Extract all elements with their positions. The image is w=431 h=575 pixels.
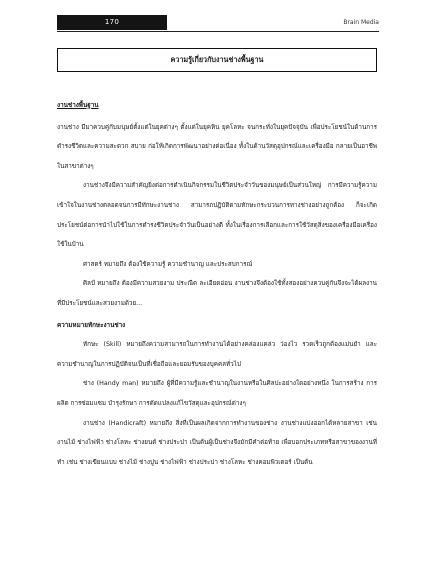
header-brand: Brain Media: [343, 19, 379, 26]
section-heading-meaning: ความหมายทักษะงานช่าง: [57, 321, 126, 329]
header-divider: [57, 31, 379, 32]
chapter-title: ความรู้เกี่ยวกับงานช่างพื้นฐาน: [57, 48, 377, 72]
paragraph-handicraft: งานช่าง (Handicraft) หมายถึง สิ่งที่เป็นผลเกิดจากการทำงานของช่าง งานช่างแบ่งออกได้หลายสาขา เช่น งานไม้ ช่างไฟฟ้า ช่างโลหะ ช่างยนต์ ช่างประปา เป็นต้นผู้เป็นช่างจึงมักมีคำต่อท้าย เพื่อบอกประเภทหรือสาขาของงานที่ทำ เช่น ช่างเขียนแบบ ช่างไม้ ช่างปูน ช่างไฟฟ้า ช่างประปา ช่างโลหะ ช่างคอมพิวเตอร์ เป็นต้น: [57, 419, 377, 466]
paragraph-science: ศาสตร์ หมายถึง ต้องใช้ความรู้ ความชำนาญ และประสบการณ์: [83, 260, 253, 268]
page-number: 170: [57, 15, 167, 30]
paragraph-handyman: ช่าง (Handy man) หมายถึง ผู้ที่มีความรู้และชำนาญในงานหรือในศิลปะอย่างใดอย่างหนึ่ง ในการสร้าง การผลิต การซ่อมแซม บำรุงรักษา การดัดแปลงแก้ไขวัสดุและอุปกรณ์ต่างๆ: [57, 380, 377, 407]
paragraph-art: ศิลป์ หมายถึง ต้องมีความสวยงาม ประณีต ละเอียดอ่อน งานช่างจึงต้องใช้ทั้งสองอย่างควบคู่กันจึงจะได้ผลงานที่มีประโยชน์และสวยงามด้วย...: [57, 280, 377, 307]
paragraph-importance: งานช่างจึงมีความสำคัญยิ่งต่อการดำเนินกิจกรรมในชีวิตประจำวันของมนุษย์เป็นส่วนใหญ่ การมีความรู้ความเข้าใจในงานช่างตลอดจนการมีทักษะงานช่าง สามารถปฏิบัติตามทักษะกระบวนการทางช่างอย่างถูกต้อง ก็จะเกิดประโยชน์ต่อการนำไปใช้ในการดำรงชีวิตประจำวันเป็นอย่างดี ทั้งในเรื่องการเลือกและการใช้วัสดุสิ่งของเครื่องมือเครื่องใช้ในบ้าน: [57, 182, 377, 249]
section-heading-basic: งานช่างพื้นฐาน: [57, 102, 99, 109]
paragraph-intro: งานช่าง มีมาควบคู่กับมนุษย์ตั้งแต่ในยุคต่างๆ ตั้งแต่ในยุคหิน ยุคโลหะ จนกระทั่งในยุคปัจจุบัน เพื่อประโยชน์ในด้านการดำรงชีวิตและความสะดวก สบาย ก่อให้เกิดการพัฒนาอย่างต่อเนื่อง ทั้งในด้านวัสดุอุปกรณ์และเครื่องมือ กลายเป็นอาชีพในสาขาต่างๆ: [57, 123, 377, 170]
paragraph-skill: ทักษะ (Skill) หมายถึงความสามารถในการทำงานได้อย่างคล่องแคล่ว ว่องไว รวดเร็วถูกต้องแม่นยำ และความชำนาญในการปฏิบัติจนเป็นที่เชื่อถือและยอมรับของบุคคลทั่วไป: [57, 341, 377, 368]
document-body: [57, 96, 377, 472]
